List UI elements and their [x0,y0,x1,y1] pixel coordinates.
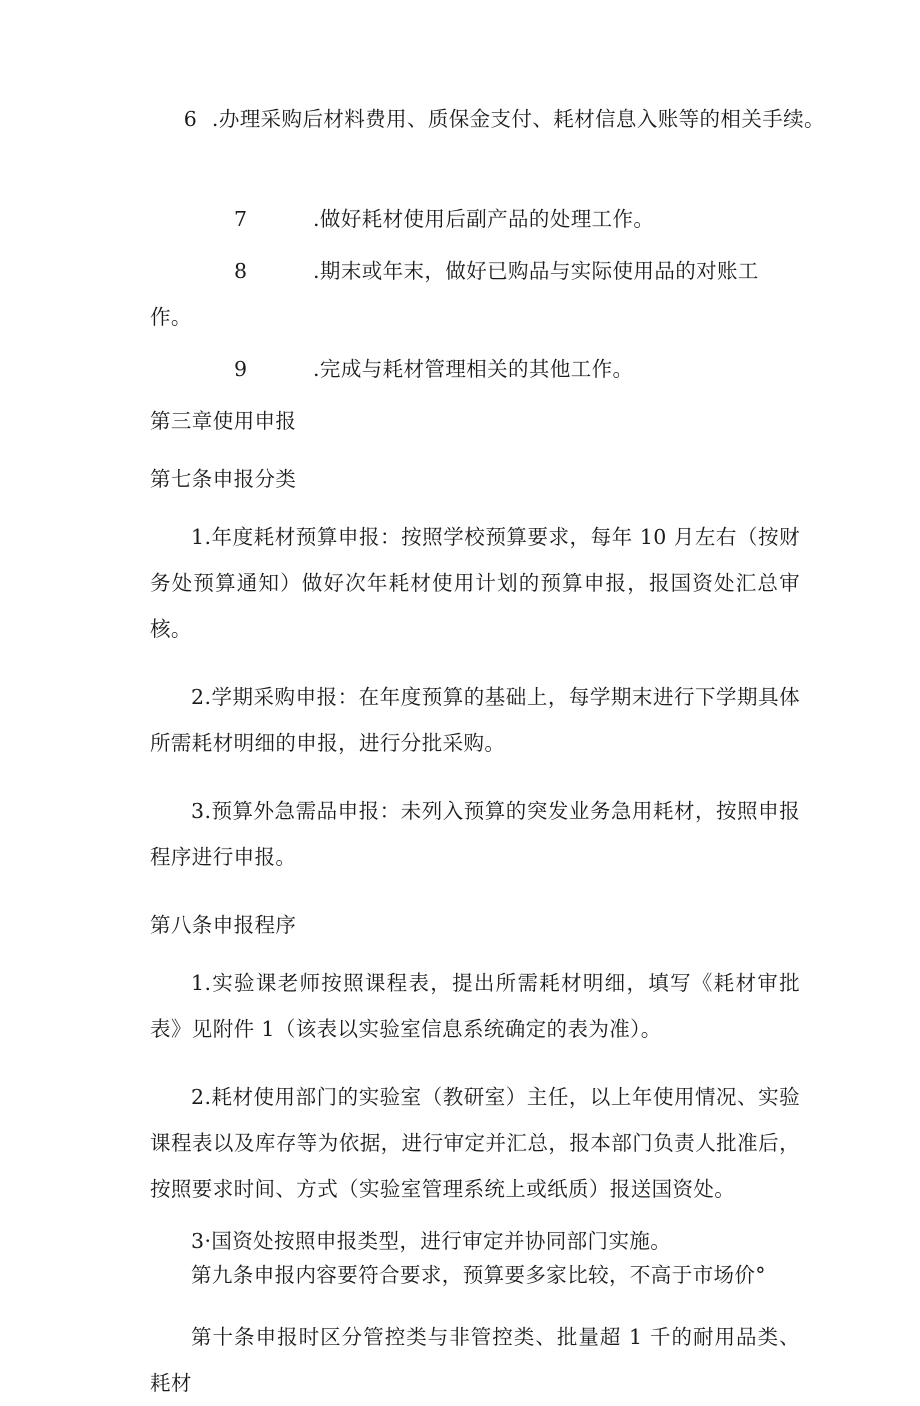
article-8-paragraph-1: 1.实验课老师按照课程表，提出所需耗材明细，填写《耗材审批表》见附件 1（该表以实验室信息系统确定的表为准）。 [150,971,800,1041]
spacer [150,444,800,456]
chapter-heading-3: 第三章使用申报 [150,409,297,433]
spacer [150,1212,800,1224]
numbered-item-8-text: .期末或年末，做好已购品与实际使用品的对账工作。 [150,259,759,329]
article-heading-8: 第八条申报程序 [150,913,297,937]
numbered-item-9 [150,346,800,392]
spacer [150,766,800,788]
article-7-paragraph-3: 3.预算外急需品申报：未列入预算的突发业务急用耗材，按照申报程序进行申报。 [150,799,800,869]
article-10-paragraph: 第十条申报时区分管控类与非管控类、批量超 1 千的耐用品类、耗材 [150,1325,800,1395]
numbered-item-6-text: .办理采购后材料费用、质保金支付、耗材信息入账等的相关手续。 [211,107,825,131]
article-7-paragraph-2: 2.学期采购申报：在年度预算的基础上，每学期末进行下学期具体所需耗材明细的申报，进行分批采购。 [150,685,800,755]
article-heading-7: 第七条申报分类 [150,467,297,491]
spacer [150,142,800,196]
spacer [150,652,800,674]
spacer [150,948,800,960]
spacer [150,502,800,514]
numbered-item-8-number: 8 [234,259,248,283]
numbered-item-6 [150,96,883,142]
spacer [150,880,800,902]
numbered-item-7-text: .做好耗材使用后副产品的处理工作。 [313,207,655,231]
numbered-item-9-text: .完成与耗材管理相关的其他工作。 [313,357,634,381]
numbered-item-8 [150,248,800,340]
article-9-paragraph: 第九条申报内容要符合要求，预算要多家比较，不高于市场价° [191,1263,766,1287]
article-8-paragraph-3: 3·国资处按照申报类型，进行审定并协同部门实施。 [191,1229,672,1253]
numbered-item-9-number: 9 [234,357,248,381]
numbered-item-6-number: 6 [183,107,198,131]
spacer [150,1052,800,1074]
article-7-paragraph-1: 1.年度耗材预算申报：按照学校预算要求，每年 10 月左右（按财务处预算通知）做好次年耗材使用计划的预算申报，报国资处汇总审核。 [150,525,800,641]
spacer [150,1292,800,1314]
document-body [150,96,825,1406]
numbered-item-7-number: 7 [234,207,248,231]
numbered-item-7 [150,196,800,242]
article-8-paragraph-2: 2.耗材使用部门的实验室（教研室）主任，以上年使用情况、实验课程表以及库存等为依据，进行审定并汇总，报本部门负责人批准后，按照要求时间、方式（实验室管理系统上或纸质）报送国资处。 [150,1085,800,1201]
